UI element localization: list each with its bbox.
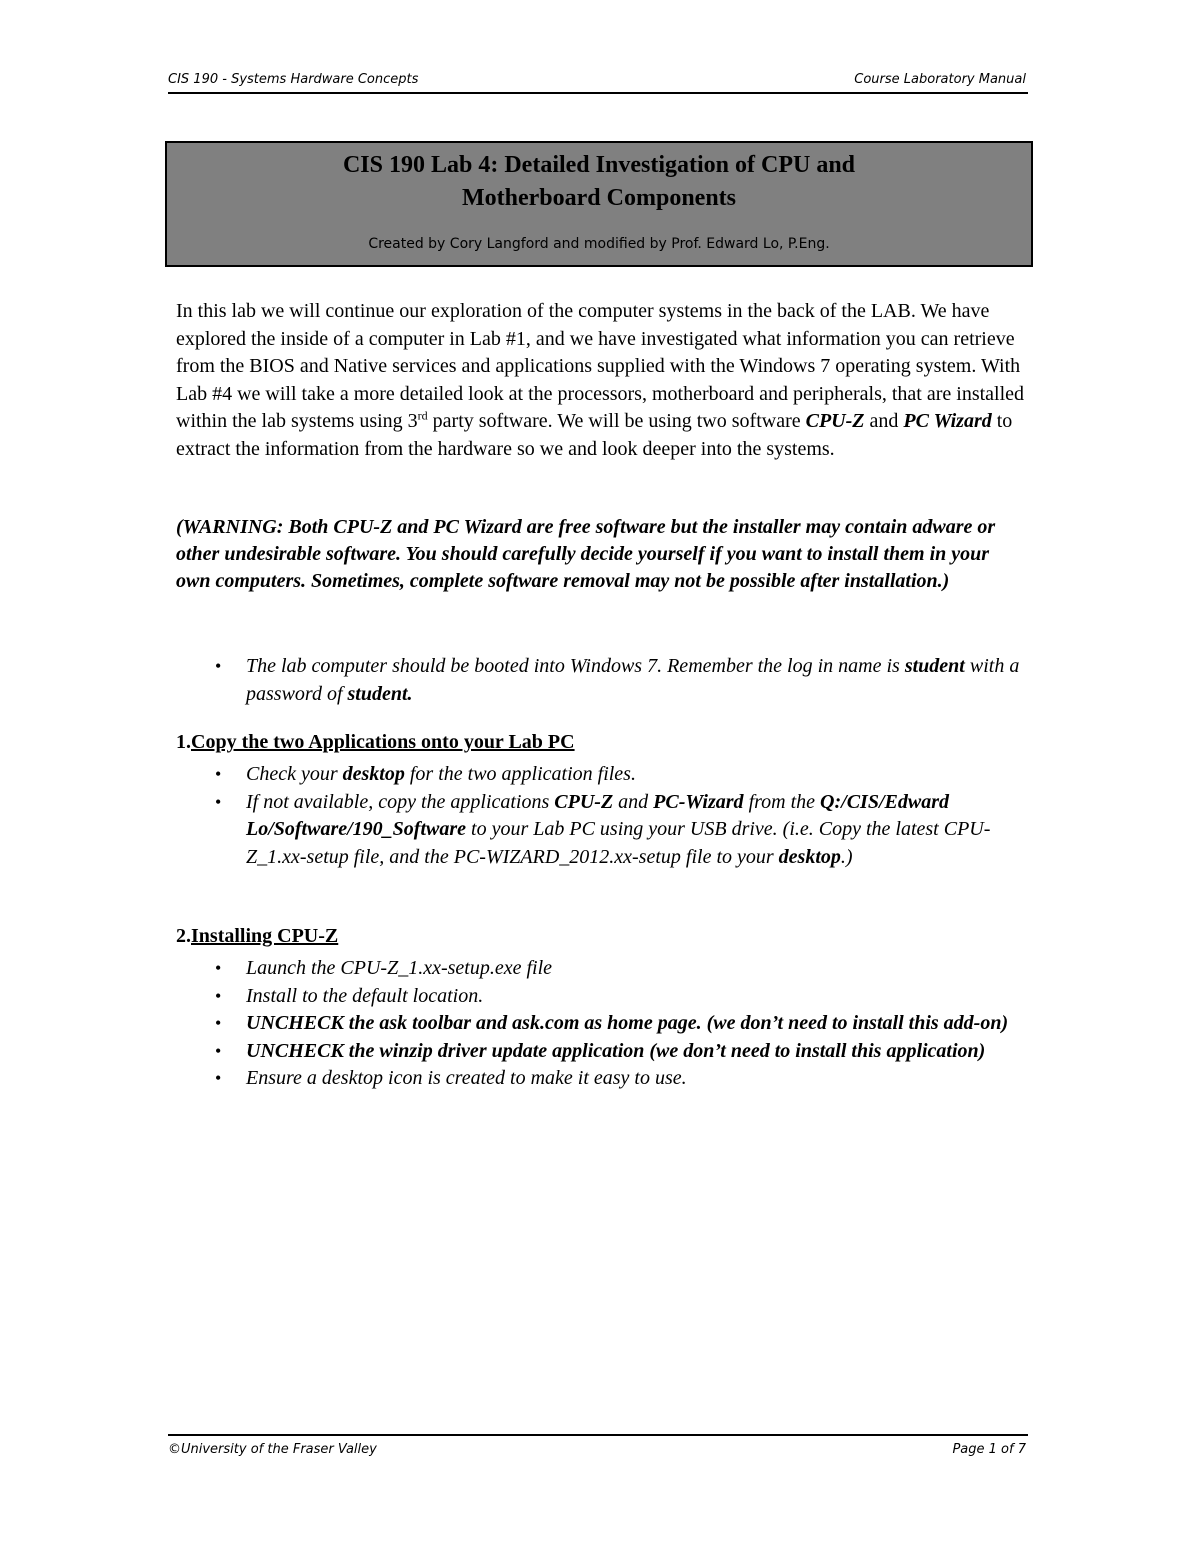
intro-app-pcwizard: PC Wizard [903, 410, 992, 433]
title-box [165, 141, 1033, 267]
list-item [176, 983, 1026, 1011]
item-text: Launch the CPU-Z_1.xx-setup.exe file [246, 957, 553, 979]
list-item [176, 789, 1026, 872]
intro-text-3: to extract the information from the hardware so we and look deeper into the systems. [176, 410, 1013, 460]
item-text: UNCHECK the ask toolbar and ask.com as home page. (we don’t need to install this add-on) [246, 1012, 1009, 1034]
bullet-icon: • [215, 791, 222, 812]
item-text: If not available, copy the applications [246, 790, 555, 813]
section-1-number: 1. [176, 731, 191, 753]
section-1-title: Copy the two Applications onto your Lab PC [191, 731, 575, 753]
intro-text-and: and [864, 410, 904, 433]
intro-paragraph [176, 298, 1026, 464]
item-text: for the two application files. [404, 763, 636, 785]
bullet-icon: • [215, 764, 222, 784]
item-text: .) [840, 845, 853, 868]
login-password: student. [347, 682, 413, 705]
list-item [176, 1065, 1026, 1093]
section-2-list [176, 955, 1026, 1093]
bullet-icon: • [215, 1013, 222, 1033]
item-text: from the [743, 790, 821, 813]
header-course-title: CIS 190 - Systems Hardware Concepts [168, 72, 419, 87]
list-item [176, 1010, 1026, 1038]
intro-app-cpuz: CPU-Z [805, 410, 865, 433]
item-path: Q:/CIS/Edward Lo/Software/190_Software [246, 790, 949, 840]
item-text: Ensure a desktop icon is created to make it easy to use. [246, 1067, 687, 1089]
item-text: Install to the default location. [246, 984, 484, 1007]
section-1-list [176, 761, 1026, 871]
section-2-title: Installing CPU-Z [191, 925, 339, 947]
login-username: student [904, 655, 965, 677]
item-bold: PC-Wizard [653, 790, 744, 813]
bullet-icon: • [215, 985, 222, 1006]
page-header [168, 72, 1028, 94]
item-bold: CPU-Z [554, 790, 614, 813]
title-line-1: CIS 190 Lab 4: Detailed Investigation of CPU and [342, 152, 856, 178]
item-bold: desktop [342, 763, 405, 785]
section-2-number: 2. [176, 925, 191, 947]
list-item [176, 1038, 1026, 1066]
footer-copyright: ©University of the Fraser Valley [168, 1442, 377, 1457]
bullet-icon: • [215, 1068, 222, 1088]
warning-paragraph: (WARNING: Both CPU-Z and PC Wizard are free software but the installer may contain adware or other undesirable software. You should carefully decide yourself if you want to install them in your own computers. Sometimes, complete software removal may not be possible after installation.) [176, 516, 996, 592]
item-text: Check your [246, 763, 343, 785]
header-manual-title: Course Laboratory Manual [854, 72, 1026, 87]
item-text: to your Lab PC using your USB drive. (i.e. Copy the latest CPU-Z_1.xx-setup file, and the PC-WIZARD_2012.xx-setup file to your [246, 818, 991, 868]
bullet-icon: • [215, 656, 222, 676]
login-note-text-2: with a password of [246, 655, 1020, 705]
login-note-text: The lab computer should be booted into Windows 7. Remember the log in name is [246, 655, 905, 677]
bullet-icon: • [215, 958, 222, 978]
item-text: UNCHECK the winzip driver update application (we don’t need to install this application) [246, 1039, 986, 1062]
title-line-2: Motherboard Components [462, 185, 736, 211]
section-1-heading [176, 731, 575, 754]
item-bold: desktop [778, 845, 841, 868]
list-item [176, 653, 1026, 708]
intro-text-1: In this lab we will continue our exploration of the computer systems in the back of the LAB. We have explored the inside of a computer in Lab #1, and we have investigated what information you can retrieve from the BIOS and Native services and applications supplied with the Windows 7 operating system. With Lab #4 we will take a more detailed look at the processors, motherboard and peripherals, that are installed within the lab systems using 3 [176, 300, 1025, 433]
section-2-heading [176, 925, 338, 948]
intro-text-2: party software. We will be using two software [427, 410, 806, 433]
footer-page-number: Page 1 of 7 [952, 1442, 1026, 1457]
document-title [167, 149, 1031, 215]
login-note-list [176, 653, 1026, 708]
author-credit: Created by Cory Langford and modified by Prof. Edward Lo, P.Eng. [368, 236, 830, 252]
item-text: and [613, 790, 654, 813]
list-item [176, 761, 1026, 789]
bullet-icon: • [215, 1040, 222, 1061]
intro-superscript: rd [417, 408, 428, 423]
page-footer [168, 1434, 1028, 1457]
list-item [176, 955, 1026, 983]
